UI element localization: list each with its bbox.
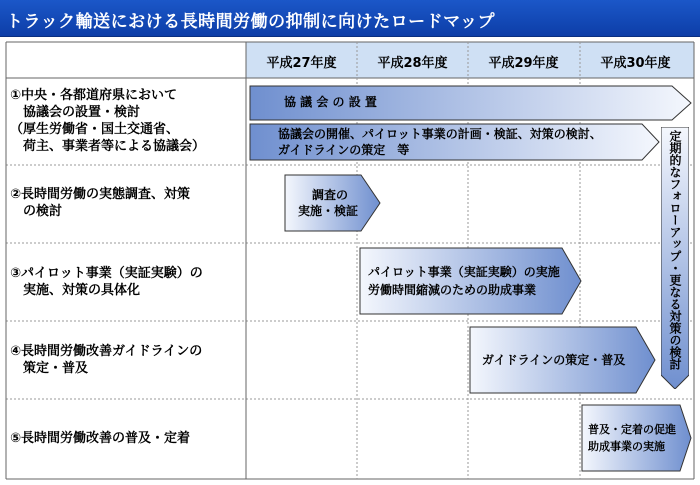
arrow-guideline — [470, 327, 656, 393]
row-label-3 — [10, 265, 203, 299]
arrow-promotion-line: 助成事業の実施 — [588, 440, 665, 453]
row-label-1-line: 協議会の設置・検討 — [10, 105, 141, 120]
row-label-1 — [10, 87, 205, 155]
year-header-h28: 平成28年度 — [377, 56, 448, 71]
year-header-h30: 平成30年度 — [600, 56, 671, 71]
row-label-3-line: 実施、対策の具体化 — [10, 283, 141, 298]
year-header-h27: 平成27年度 — [266, 56, 337, 71]
arrow-council-activity — [250, 124, 660, 160]
arrow-pilot-line: 労働時間縮減のための助成事業 — [368, 283, 537, 297]
arrow-promotion — [582, 405, 692, 471]
row-label-1-line: ①中央・各都道府県において — [10, 88, 178, 103]
row-label-1-line: （厚生労働省・国土交通省、 — [10, 122, 180, 137]
arrow-pilot — [360, 248, 582, 314]
row-label-5-line: ⑤長時間労働改善の普及・定着 — [10, 431, 191, 446]
row-label-4-line: 策定・普及 — [10, 361, 89, 376]
row-label-2-line: ②長時間労働の実態調査、対策 — [10, 187, 191, 202]
row-label-1-line: 荷主、事業者等による協議会） — [10, 139, 206, 154]
arrow-council-setup — [250, 86, 692, 120]
row-label-2-line: の検討 — [10, 204, 63, 219]
arrow-council-activity-line: ガイドラインの策定 等 — [278, 143, 410, 157]
row-label-2 — [10, 186, 190, 220]
arrow-promotion-line: 普及・定着の促進 — [588, 423, 676, 436]
followup-label: 定期的なフォローアップ・更なる対策の検討 — [668, 130, 682, 370]
arrow-survey-line: 調査の — [312, 188, 349, 202]
row-label-3-line: ③パイロット事業（実証実験）の — [10, 266, 203, 281]
arrow-pilot-line: パイロット事業（実証実験）の実施 — [368, 265, 560, 279]
page-title: トラック輸送における長時間労働の抑制に向けたロードマップ — [6, 12, 495, 32]
row-label-4-line: ④長時間労働改善ガイドラインの — [10, 344, 203, 359]
arrow-guideline-label: ガイドラインの策定・普及 — [482, 353, 626, 367]
arrow-survey-line: 実施・検証 — [298, 204, 359, 218]
arrow-council-activity-line: 協議会の開催、パイロット事業の計画・検証、対策の検討、 — [278, 127, 602, 141]
row-label-5 — [10, 430, 190, 447]
year-header-h29: 平成29年度 — [488, 56, 559, 71]
arrow-survey — [285, 175, 381, 231]
arrow-council-setup-label: 協 議 会 の 設 置 — [284, 95, 377, 109]
row-label-4 — [10, 343, 202, 377]
